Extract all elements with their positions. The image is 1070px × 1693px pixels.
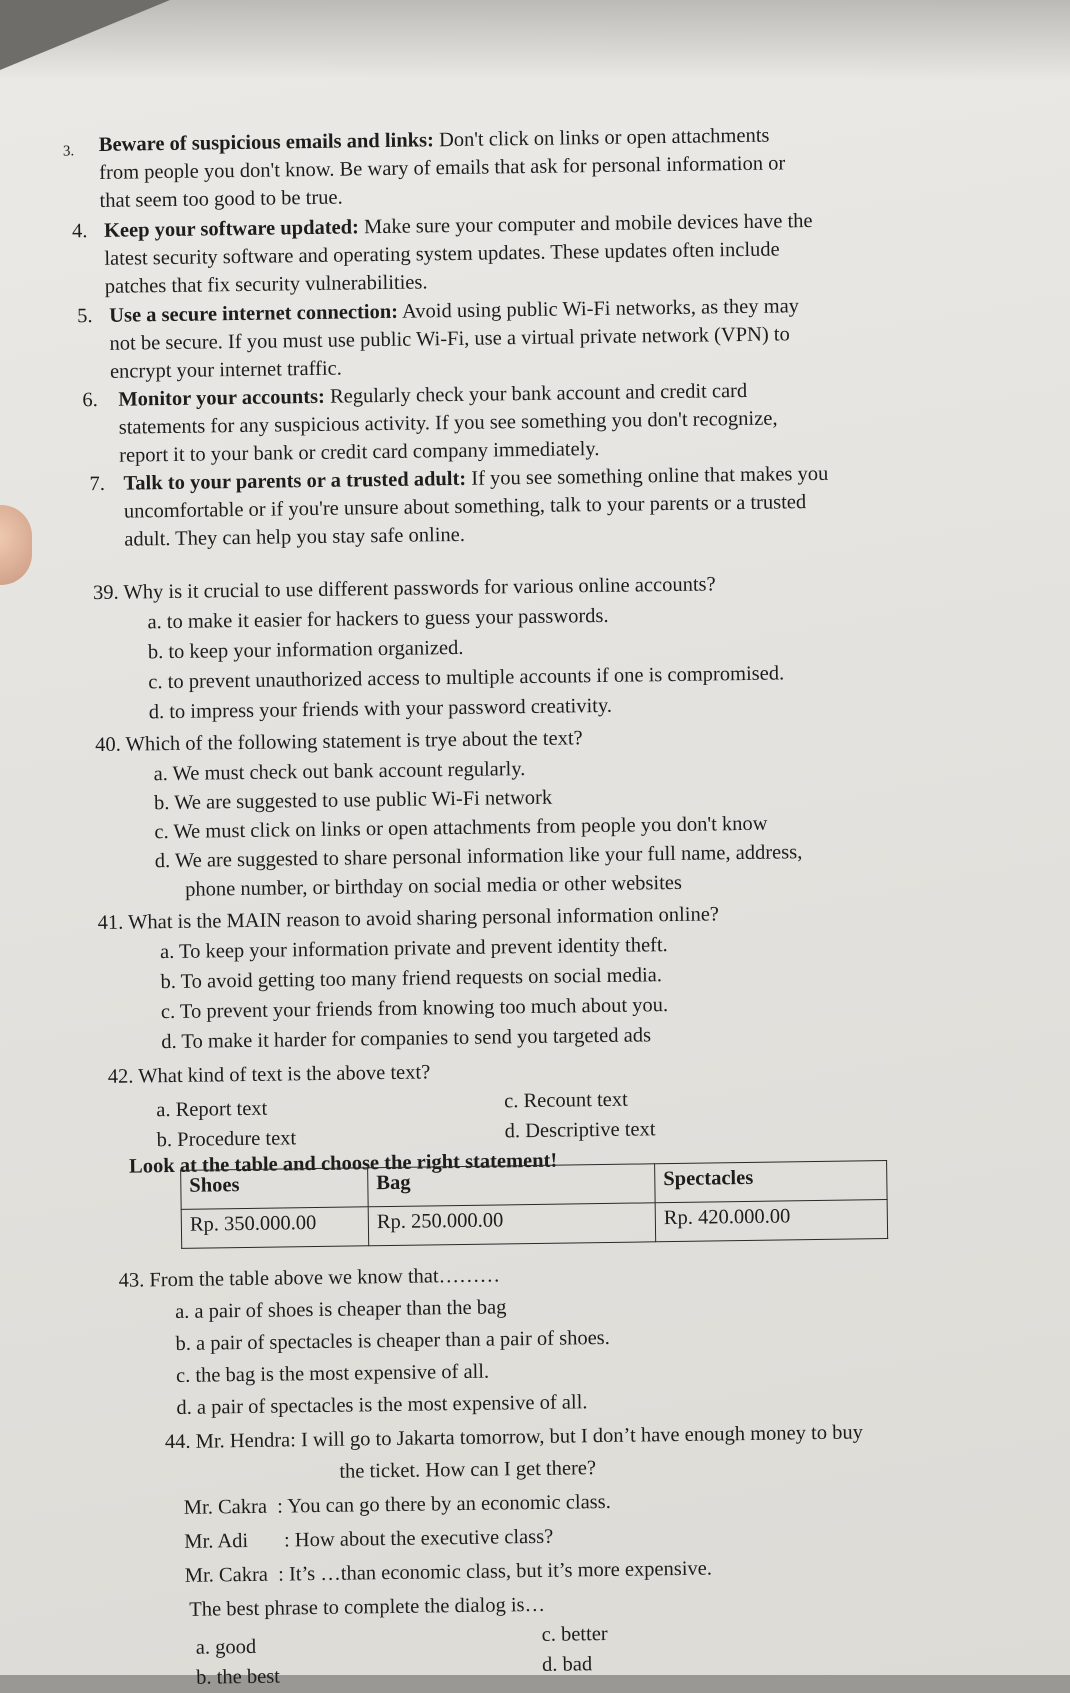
- table-cell: Rp. 350.000.00: [181, 1207, 369, 1249]
- tip-line: adult. They can help you stay safe online.: [124, 523, 466, 551]
- tip-line: not be secure. If you must use public Wi-Fi, use a virtual private network (VPN) to: [109, 323, 790, 355]
- tip-line: statements for any suspicious activity. If you see something you don't recognize,: [118, 407, 778, 439]
- option: c. the bag is the most expensive of all.: [175, 1360, 490, 1387]
- option: c. to prevent unauthorized access to multiple accounts if one is compromised.: [148, 662, 785, 694]
- question-39: 39. Why is it crucial to use different passwords for various online accounts?: [92, 573, 716, 605]
- option: a. good: [195, 1635, 257, 1659]
- option: d. to impress your friends with your password creativity.: [148, 694, 613, 724]
- option: a. We must check out bank account regularly.: [153, 758, 526, 786]
- option: d. bad: [541, 1653, 593, 1676]
- table-header: Bag: [368, 1164, 656, 1207]
- tip-line: latest security software and operating system updates. These updates often include: [104, 238, 780, 270]
- tip-number: 4.: [71, 220, 88, 243]
- option: b. To avoid getting too many friend requests on social media.: [160, 964, 663, 994]
- question-44: 44. Mr. Hendra: I will go to Jakarta tomorrow, but I don’t have enough money to buy: [164, 1421, 864, 1454]
- option-continued: phone number, or birthday on social media or other websites: [185, 871, 683, 901]
- dialog-prompt: The best phrase to complete the dialog is…: [189, 1593, 546, 1621]
- table-cell: Rp. 420.000.00: [655, 1200, 888, 1242]
- question-41: 41. What is the MAIN reason to avoid sharing personal information online?: [97, 903, 720, 935]
- dialog-line: Mr. Cakra : It’s …than economic class, but it’s more expensive.: [184, 1557, 713, 1587]
- option: a. To keep your information private and prevent identity theft.: [159, 934, 668, 964]
- tip-line: Use a secure internet connection: Avoid using public Wi-Fi networks, as they may: [109, 295, 800, 327]
- question-42: 42. What kind of text is the above text?: [107, 1061, 431, 1088]
- tip-line: Beware of suspicious emails and links: Don't click on links or open attachments: [98, 124, 770, 156]
- tip-number: 3.: [62, 143, 75, 160]
- option: c. We must click on links or open attachments from people you don't know: [154, 812, 768, 844]
- tip-number: 5.: [77, 305, 93, 328]
- table-cell: Rp. 250.000.00: [368, 1203, 656, 1246]
- option: b. We are suggested to use public Wi-Fi network: [153, 786, 553, 815]
- tip-line: Keep your software updated: Make sure your computer and mobile devices have the: [103, 209, 813, 242]
- option: b. the best: [196, 1665, 281, 1689]
- option: a. a pair of shoes is cheaper than the bag: [174, 1296, 507, 1324]
- tip-line: encrypt your internet traffic.: [109, 357, 342, 383]
- table-header: Shoes: [181, 1168, 369, 1210]
- option: d. a pair of spectacles is the most expensive of all.: [176, 1391, 588, 1419]
- option: a. to make it easier for hackers to guess your passwords.: [147, 604, 609, 634]
- question-44-continued: the ticket. How can I get there?: [339, 1457, 597, 1483]
- option: a. Report text: [156, 1097, 268, 1122]
- option: b. Procedure text: [156, 1127, 297, 1152]
- option: d. To make it harder for companies to send you targeted ads: [161, 1024, 652, 1054]
- table-header: Spectacles: [655, 1161, 888, 1203]
- tip-number: 6.: [82, 388, 98, 412]
- tip-line: report it to your bank or credit card company immediately.: [118, 437, 600, 467]
- tip-line: Talk to your parents or a trusted adult: If you see something online that makes you: [123, 462, 829, 495]
- question-40: 40. Which of the following statement is trye about the text?: [95, 727, 583, 757]
- dialog-line: Mr. Adi : How about the executive class?: [184, 1525, 554, 1553]
- option: c. Recount text: [504, 1088, 628, 1113]
- option: c. To prevent your friends from knowing too much about you.: [160, 994, 669, 1024]
- question-43: 43. From the table above we know that………: [118, 1264, 501, 1292]
- option: b. to keep your information organized.: [147, 636, 464, 664]
- option: c. better: [541, 1622, 608, 1646]
- tip-line: uncomfortable or if you're unsure about something, talk to your parents or a trusted: [123, 491, 807, 523]
- table-instruction: Look at the table and choose the right statement!: [128, 1149, 558, 1178]
- tip-line: that seem too good to be true.: [99, 186, 343, 212]
- tip-line: patches that fix security vulnerabilities.: [104, 271, 428, 298]
- option: b. a pair of spectacles is cheaper than a pair of shoes.: [175, 1326, 610, 1356]
- tip-line: from people you don't know. Be wary of emails that ask for personal information or: [99, 152, 786, 184]
- price-table: [180, 1160, 888, 1249]
- tip-line: Monitor your accounts: Regularly check your bank account and credit card: [118, 379, 748, 411]
- option: d. We are suggested to share personal information like your full name, address,: [154, 841, 803, 873]
- tip-number: 7.: [89, 472, 106, 496]
- dialog-line: Mr. Cakra : You can go there by an economic class.: [183, 1490, 611, 1519]
- option: d. Descriptive text: [504, 1118, 656, 1143]
